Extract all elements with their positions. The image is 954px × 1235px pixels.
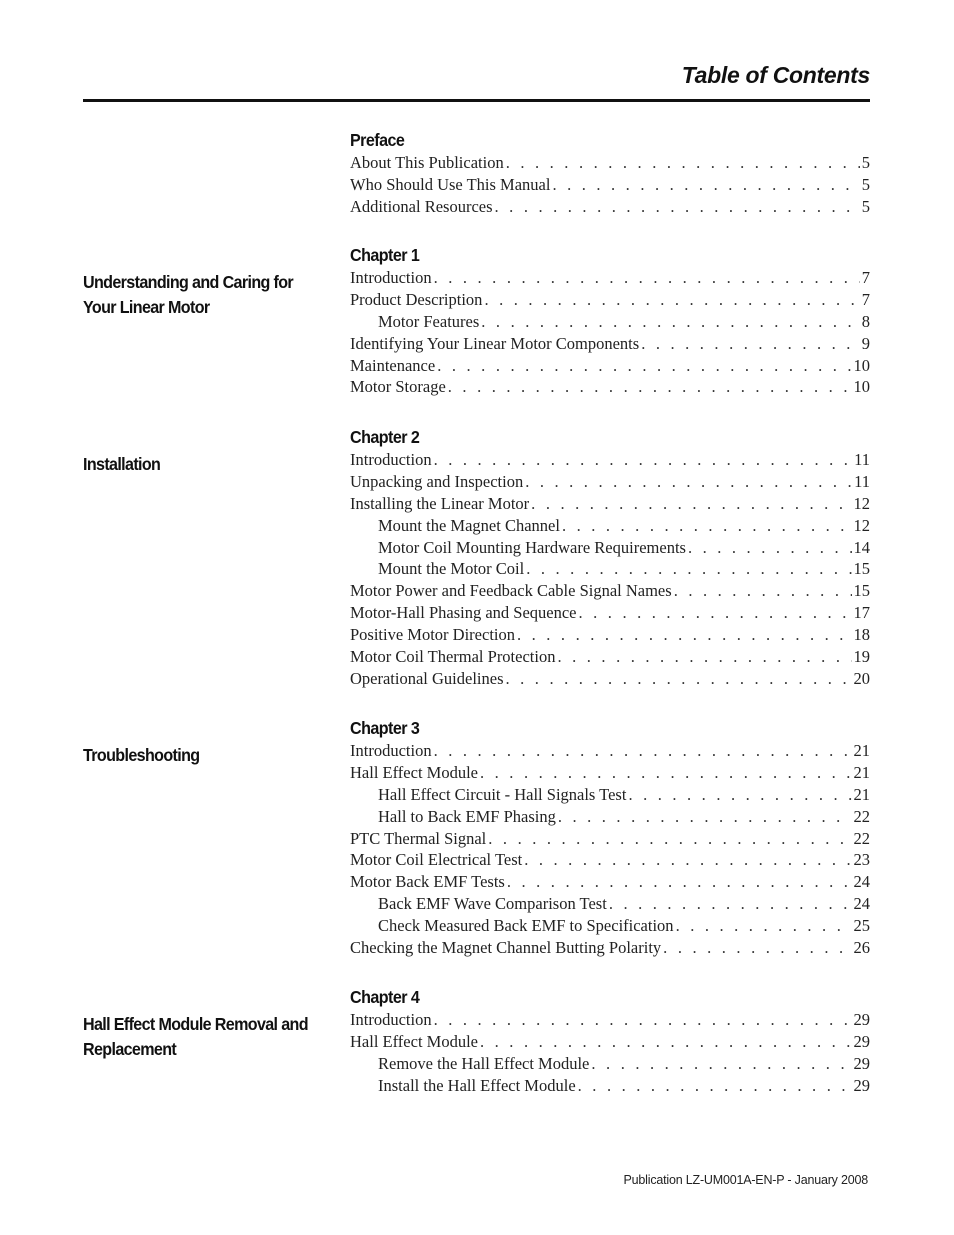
toc-page-number: 20 bbox=[853, 668, 870, 688]
toc-entry-label: About This Publication bbox=[350, 153, 504, 172]
toc-entry[interactable] bbox=[350, 828, 870, 850]
toc-entry-label: Back EMF Wave Comparison Test bbox=[378, 894, 607, 914]
toc-entry-label: Introduction bbox=[350, 741, 432, 760]
dot-leader bbox=[488, 828, 851, 850]
dot-leader bbox=[434, 449, 853, 471]
toc-page-number: 9 bbox=[861, 333, 870, 353]
toc-entry[interactable] bbox=[350, 580, 870, 602]
chapter-heading: Chapter 2 bbox=[350, 427, 420, 447]
dot-leader bbox=[525, 471, 852, 493]
dot-leader bbox=[674, 580, 852, 602]
dot-leader bbox=[448, 376, 852, 398]
toc-subentry[interactable] bbox=[350, 1075, 870, 1097]
toc-entry-label: Product Description bbox=[350, 289, 483, 309]
toc-entry[interactable] bbox=[350, 740, 870, 762]
publication-footer: Publication LZ-UM001A-EN-P - January 2008 bbox=[623, 1173, 868, 1187]
toc-entry[interactable] bbox=[350, 355, 870, 377]
toc-entry-label: Introduction bbox=[350, 268, 432, 287]
dot-leader bbox=[480, 1031, 852, 1053]
toc-entry[interactable] bbox=[350, 174, 870, 196]
toc-page-number: 22 bbox=[853, 828, 870, 848]
dot-leader bbox=[506, 152, 860, 174]
dot-leader bbox=[562, 515, 852, 537]
toc-page-number: 14 bbox=[853, 537, 870, 557]
toc-entry-label: Motor Coil Mounting Hardware Requirements bbox=[378, 537, 686, 557]
toc-page-number: 18 bbox=[853, 625, 870, 645]
toc-entry[interactable] bbox=[350, 937, 870, 959]
dot-leader bbox=[484, 289, 859, 311]
toc-entry[interactable] bbox=[350, 849, 870, 871]
toc-subentry[interactable] bbox=[350, 1053, 870, 1075]
toc-page-number: 26 bbox=[853, 938, 870, 958]
toc-entry[interactable] bbox=[350, 267, 870, 289]
toc-entry-label: Motor Features bbox=[378, 311, 480, 331]
toc-page-number: 24 bbox=[853, 894, 870, 914]
chapter-title: Understanding and Caring for Your Linear Motor bbox=[83, 272, 294, 317]
toc-entry-label: Hall Effect Circuit - Hall Signals Test bbox=[378, 784, 627, 804]
toc-page-number: 29 bbox=[853, 1010, 870, 1029]
toc-page-number: 11 bbox=[854, 450, 870, 469]
toc-page-number: 5 bbox=[861, 174, 870, 194]
toc-entry[interactable] bbox=[350, 376, 870, 398]
toc-subentry[interactable] bbox=[350, 893, 870, 915]
toc-page-number: 17 bbox=[853, 603, 870, 623]
toc-subentry[interactable] bbox=[350, 558, 870, 580]
dot-leader bbox=[663, 937, 851, 959]
toc-entry-list bbox=[350, 449, 870, 690]
toc-page-number: 23 bbox=[853, 850, 870, 870]
toc-entry-label: Mount the Motor Coil bbox=[378, 559, 525, 579]
toc-page-number: 25 bbox=[853, 916, 870, 936]
toc-page-number: 7 bbox=[861, 268, 870, 287]
dot-leader bbox=[628, 784, 851, 806]
chapter-title: Hall Effect Module Removal and Replacement bbox=[83, 1014, 308, 1059]
toc-entry-label: Motor Storage bbox=[350, 377, 446, 397]
toc-entry[interactable] bbox=[350, 493, 870, 515]
toc-subentry[interactable] bbox=[350, 311, 870, 333]
dot-leader bbox=[557, 646, 851, 668]
toc-page-number: 8 bbox=[861, 311, 870, 331]
chapter-heading: Chapter 3 bbox=[350, 718, 420, 738]
toc-entry-label: Unpacking and Inspection bbox=[350, 471, 524, 491]
toc-entry-list bbox=[350, 152, 870, 218]
toc-entry-label: Operational Guidelines bbox=[350, 668, 504, 688]
toc-page-number: 10 bbox=[853, 377, 870, 397]
toc-page-number: 11 bbox=[854, 471, 870, 491]
toc-entry-label: Checking the Magnet Channel Butting Polarity bbox=[350, 938, 662, 958]
toc-entry-list bbox=[350, 740, 870, 959]
toc-entry-label: Motor Coil Electrical Test bbox=[350, 850, 523, 870]
toc-subentry[interactable] bbox=[350, 784, 870, 806]
dot-leader bbox=[434, 267, 860, 289]
toc-page-number: 15 bbox=[853, 559, 870, 579]
toc-entry-label: Hall Effect Module bbox=[350, 1031, 478, 1051]
toc-entry-label: Motor Back EMF Tests bbox=[350, 872, 505, 892]
toc-entry[interactable] bbox=[350, 152, 870, 174]
toc-entry[interactable] bbox=[350, 333, 870, 355]
toc-entry[interactable] bbox=[350, 196, 870, 218]
toc-entry[interactable] bbox=[350, 871, 870, 893]
toc-entry[interactable] bbox=[350, 1009, 870, 1031]
dot-leader bbox=[688, 537, 852, 559]
toc-entry-label: Motor Coil Thermal Protection bbox=[350, 647, 556, 667]
toc-entry-label: Identifying Your Linear Motor Components bbox=[350, 333, 640, 353]
toc-entry-label: Install the Hall Effect Module bbox=[378, 1075, 576, 1095]
dot-leader bbox=[434, 1009, 852, 1031]
dot-leader bbox=[434, 740, 852, 762]
dot-leader bbox=[437, 355, 851, 377]
toc-page-number: 19 bbox=[853, 647, 870, 667]
toc-page-number: 5 bbox=[861, 196, 870, 216]
dot-leader bbox=[481, 311, 859, 333]
dot-leader bbox=[579, 602, 852, 624]
toc-page-number: 21 bbox=[853, 784, 870, 804]
toc-page-number: 29 bbox=[853, 1075, 870, 1095]
toc-entry[interactable] bbox=[350, 762, 870, 784]
toc-entry-label: Additional Resources bbox=[350, 196, 493, 216]
toc-page-number: 15 bbox=[853, 581, 870, 601]
title-rule bbox=[83, 99, 870, 102]
toc-subentry[interactable] bbox=[350, 515, 870, 537]
page-title: Table of Contents bbox=[681, 62, 870, 88]
toc-page-number: 10 bbox=[853, 355, 870, 375]
toc-page-number: 5 bbox=[861, 153, 870, 172]
toc-page-number: 21 bbox=[853, 741, 870, 760]
toc-page-number: 29 bbox=[853, 1053, 870, 1073]
toc-entry-label: Motor Power and Feedback Cable Signal Names bbox=[350, 581, 672, 601]
dot-leader bbox=[506, 668, 852, 690]
toc-entry-label: Hall to Back EMF Phasing bbox=[378, 806, 556, 826]
dot-leader bbox=[558, 806, 852, 828]
toc-entry-label: Introduction bbox=[350, 450, 432, 469]
toc-subentry[interactable] bbox=[350, 806, 870, 828]
chapter-title: Installation bbox=[83, 454, 161, 474]
dot-leader bbox=[676, 915, 852, 937]
dot-leader bbox=[507, 871, 852, 893]
toc-page-number: 12 bbox=[853, 493, 870, 513]
dot-leader bbox=[531, 493, 851, 515]
dot-leader bbox=[552, 174, 859, 196]
toc-entry-list bbox=[350, 267, 870, 398]
toc-page-number: 7 bbox=[861, 289, 870, 309]
toc-entry-label: Mount the Magnet Channel bbox=[378, 515, 560, 535]
toc-entry-list bbox=[350, 1009, 870, 1097]
toc-entry-label: Installing the Linear Motor bbox=[350, 493, 530, 513]
toc-entry[interactable] bbox=[350, 602, 870, 624]
toc-entry-label: PTC Thermal Signal bbox=[350, 828, 487, 848]
dot-leader bbox=[495, 196, 860, 218]
dot-leader bbox=[480, 762, 852, 784]
toc-entry[interactable] bbox=[350, 668, 870, 690]
toc-entry-label: Remove the Hall Effect Module bbox=[378, 1053, 590, 1073]
chapter-heading: Chapter 1 bbox=[350, 245, 420, 265]
toc-subentry[interactable] bbox=[350, 915, 870, 937]
toc-entry-label: Positive Motor Direction bbox=[350, 625, 515, 645]
dot-leader bbox=[524, 849, 851, 871]
dot-leader bbox=[609, 893, 852, 915]
toc-entry-label: Check Measured Back EMF to Specification bbox=[378, 916, 674, 936]
dot-leader bbox=[641, 333, 860, 355]
toc-entry[interactable] bbox=[350, 471, 870, 493]
toc-entry[interactable] bbox=[350, 1031, 870, 1053]
toc-page-number: 29 bbox=[853, 1031, 870, 1051]
toc-entry[interactable] bbox=[350, 646, 870, 668]
toc-page-number: 21 bbox=[853, 762, 870, 782]
dot-leader bbox=[578, 1075, 852, 1097]
chapter-heading: Chapter 4 bbox=[350, 987, 420, 1007]
toc-page-number: 24 bbox=[853, 872, 870, 892]
toc-subentry[interactable] bbox=[350, 537, 870, 559]
dot-leader bbox=[517, 624, 852, 646]
dot-leader bbox=[526, 558, 851, 580]
toc-entry-label: Motor-Hall Phasing and Sequence bbox=[350, 603, 577, 623]
toc-entry-label: Hall Effect Module bbox=[350, 762, 478, 782]
toc-entry-label: Maintenance bbox=[350, 355, 436, 375]
toc-entry-label: Introduction bbox=[350, 1010, 432, 1029]
dot-leader bbox=[591, 1053, 851, 1075]
chapter-heading: Preface bbox=[350, 130, 405, 150]
toc-page-number: 12 bbox=[853, 515, 870, 535]
toc-page-number: 22 bbox=[853, 806, 870, 826]
toc-entry[interactable] bbox=[350, 449, 870, 471]
toc-entry-label: Who Should Use This Manual bbox=[350, 174, 551, 194]
toc-entry[interactable] bbox=[350, 624, 870, 646]
chapter-title: Troubleshooting bbox=[83, 745, 200, 765]
toc-entry[interactable] bbox=[350, 289, 870, 311]
